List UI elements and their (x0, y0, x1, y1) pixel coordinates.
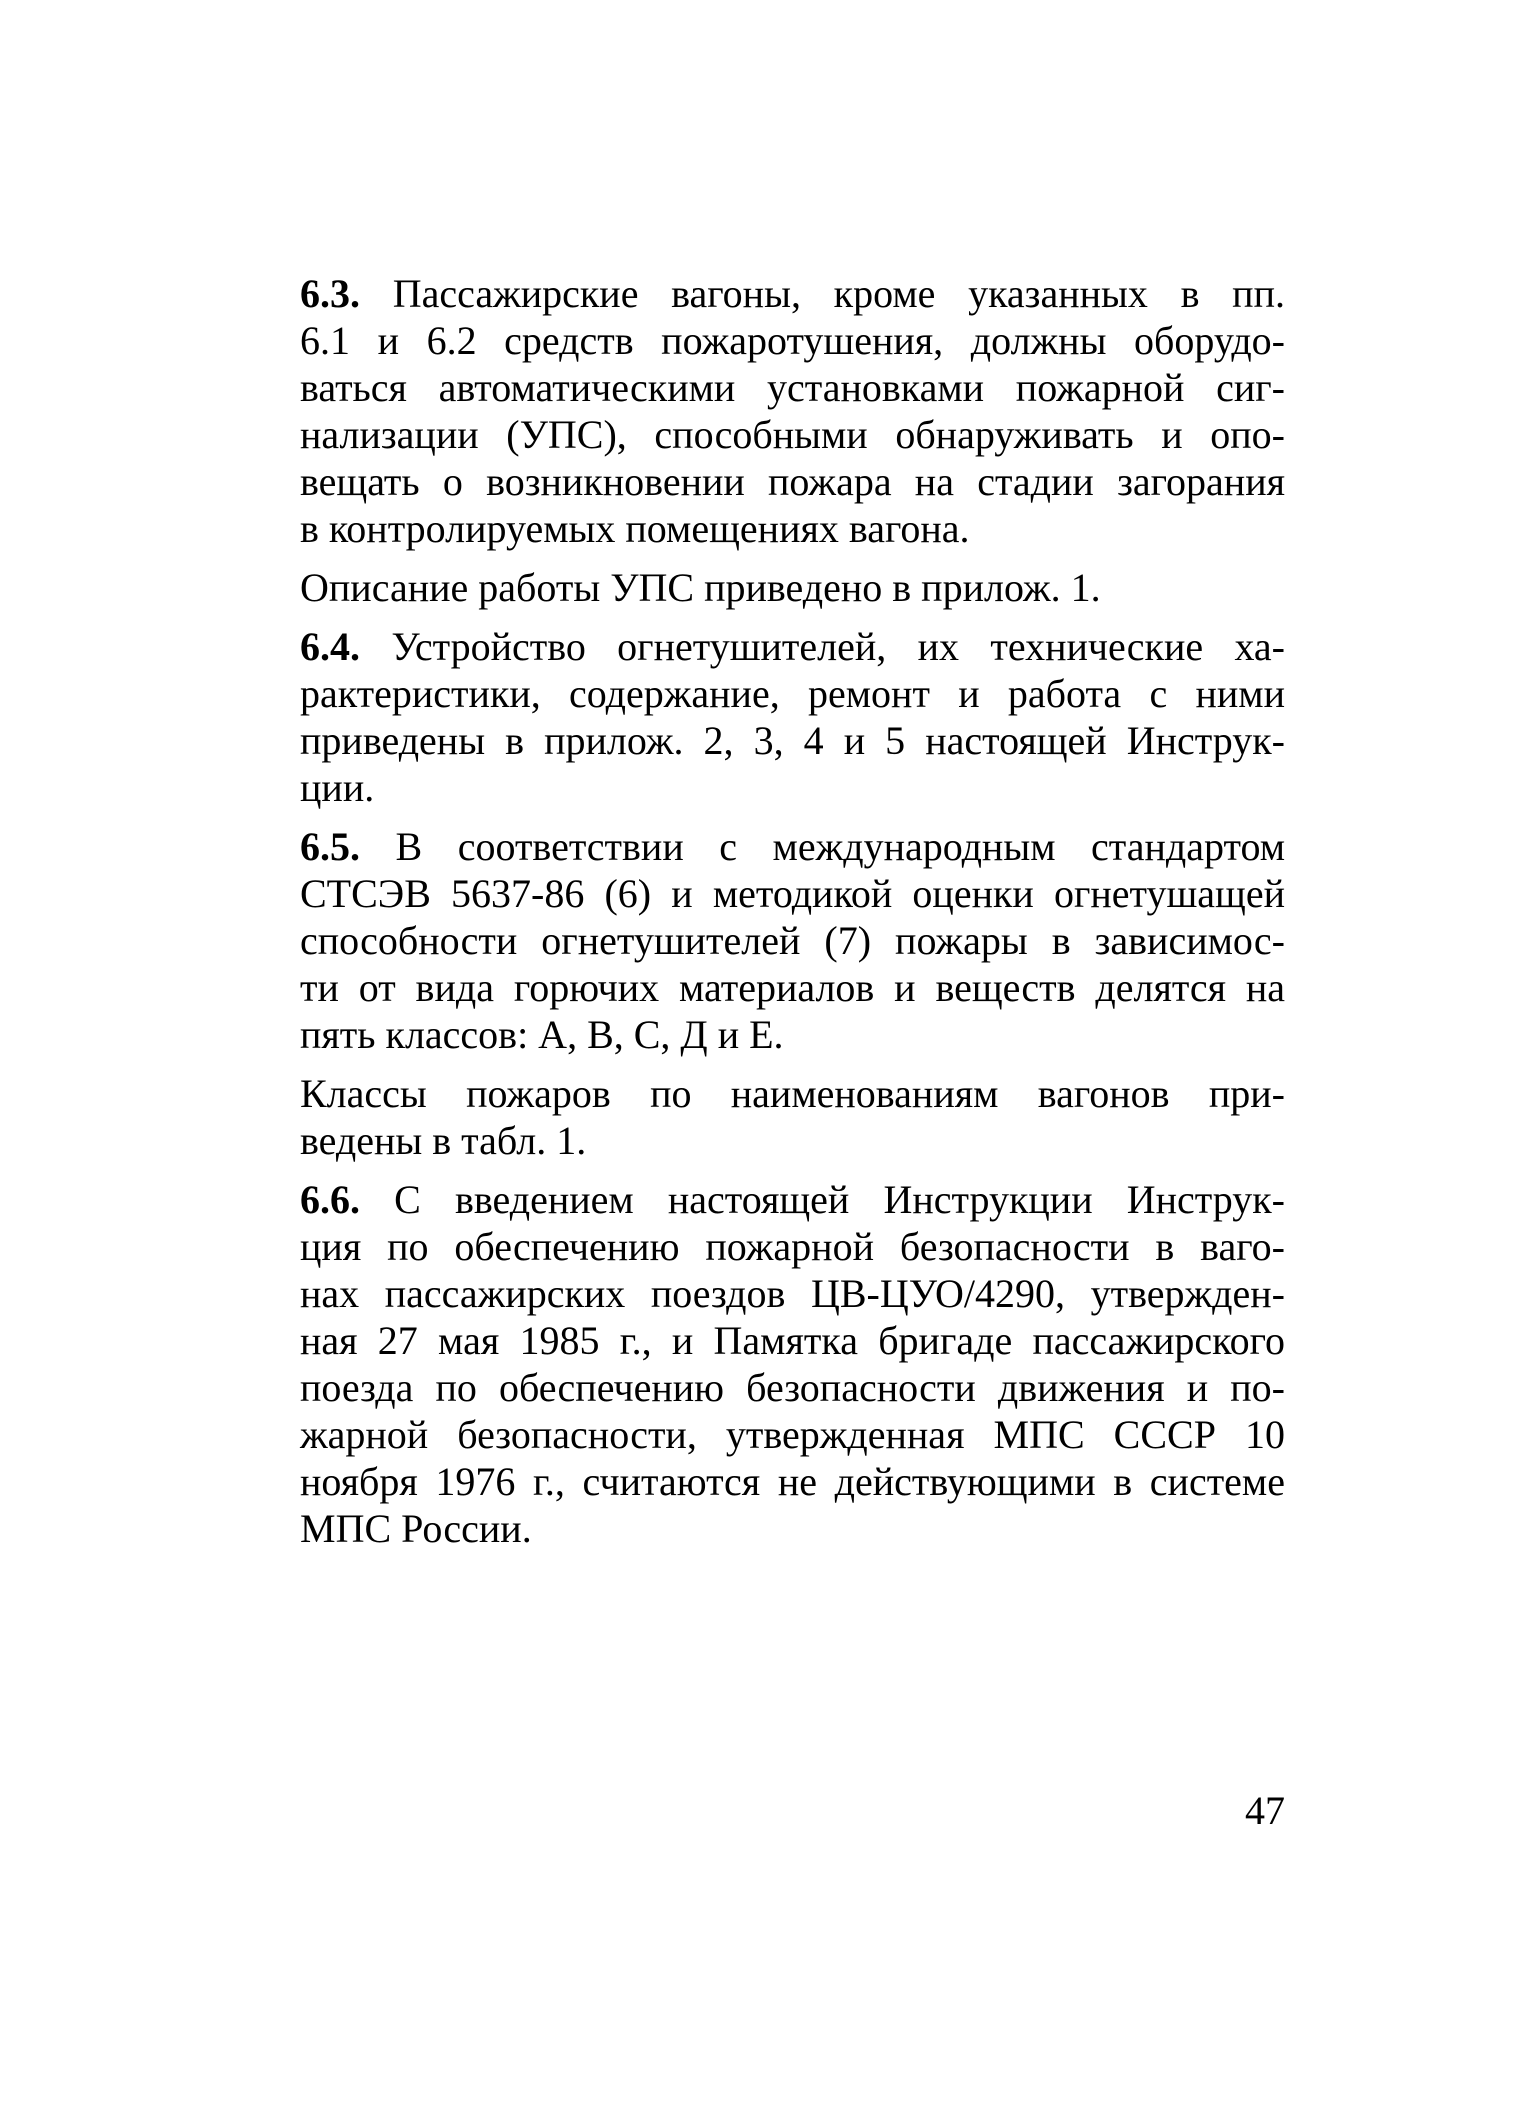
text-line: нализации (УПС), способными обнаруживать и опо- (300, 412, 1285, 457)
text-line: СТСЭВ 5637-86 (6) и методикой оценки огнетушащей (300, 871, 1285, 916)
text-line: ваться автоматическими установками пожарной сиг- (300, 365, 1285, 410)
text-line (300, 270, 1285, 317)
text-line: поезда по обеспечению безопасности движения и по- (300, 1365, 1285, 1410)
text-line: пять классов: А, В, С, Д и Е. (300, 1012, 784, 1057)
paragraph-fire-classes (300, 1070, 1285, 1164)
paragraph-6-4 (300, 623, 1285, 811)
text-run: В соответствии с международным стандартом (360, 824, 1285, 869)
text-line: Классы пожаров по наименованиям вагонов при- (300, 1071, 1285, 1116)
section-number: 6.5. (300, 824, 360, 869)
text-line (300, 623, 1285, 670)
paragraph-6-5 (300, 823, 1285, 1058)
text-line: ции. (300, 765, 375, 810)
section-number: 6.6. (300, 1177, 360, 1222)
text-line (300, 1176, 1285, 1223)
paragraph-6-3 (300, 270, 1285, 552)
section-number: 6.3. (300, 271, 360, 316)
section-number: 6.4. (300, 624, 360, 669)
page-number: 47 (1245, 1788, 1285, 1833)
text-line: ноября 1976 г., считаются не действующими в системе (300, 1459, 1285, 1504)
text-run: Пассажирские вагоны, кроме указанных в пп. (360, 271, 1285, 316)
text-line: приведены в прилож. 2, 3, 4 и 5 настоящей Инструк- (300, 718, 1285, 763)
text-line: ция по обеспечению пожарной безопасности в ваго- (300, 1224, 1285, 1269)
text-run: Устройство огнетушителей, их технические ха- (360, 624, 1285, 669)
text-run: С введением настоящей Инструкции Инструк- (360, 1177, 1285, 1222)
body-text (300, 270, 1285, 1564)
paragraph-6-6 (300, 1176, 1285, 1552)
text-line: способности огнетушителей (7) пожары в зависимос- (300, 918, 1285, 963)
text-line: жарной безопасности, утвержденная МПС СССР 10 (300, 1412, 1285, 1457)
paragraph-ups-description (300, 564, 1285, 611)
text-line: 6.1 и 6.2 средств пожаротушения, должны оборудо- (300, 318, 1285, 363)
text-line: Описание работы УПС приведено в прилож. 1. (300, 565, 1101, 610)
text-line: МПС России. (300, 1506, 532, 1551)
text-line: ная 27 мая 1985 г., и Памятка бригаде пассажирского (300, 1318, 1285, 1363)
text-line: ти от вида горючих материалов и веществ делятся на (300, 965, 1285, 1010)
text-line: вещать о возникновении пожара на стадии загорания (300, 459, 1285, 504)
text-line (300, 823, 1285, 870)
text-line: ведены в табл. 1. (300, 1118, 587, 1163)
text-line: в контролируемых помещениях вагона. (300, 506, 970, 551)
text-line: рактеристики, содержание, ремонт и работа с ними (300, 671, 1285, 716)
text-line: нах пассажирских поездов ЦВ-ЦУО/4290, утвержден- (300, 1271, 1285, 1316)
